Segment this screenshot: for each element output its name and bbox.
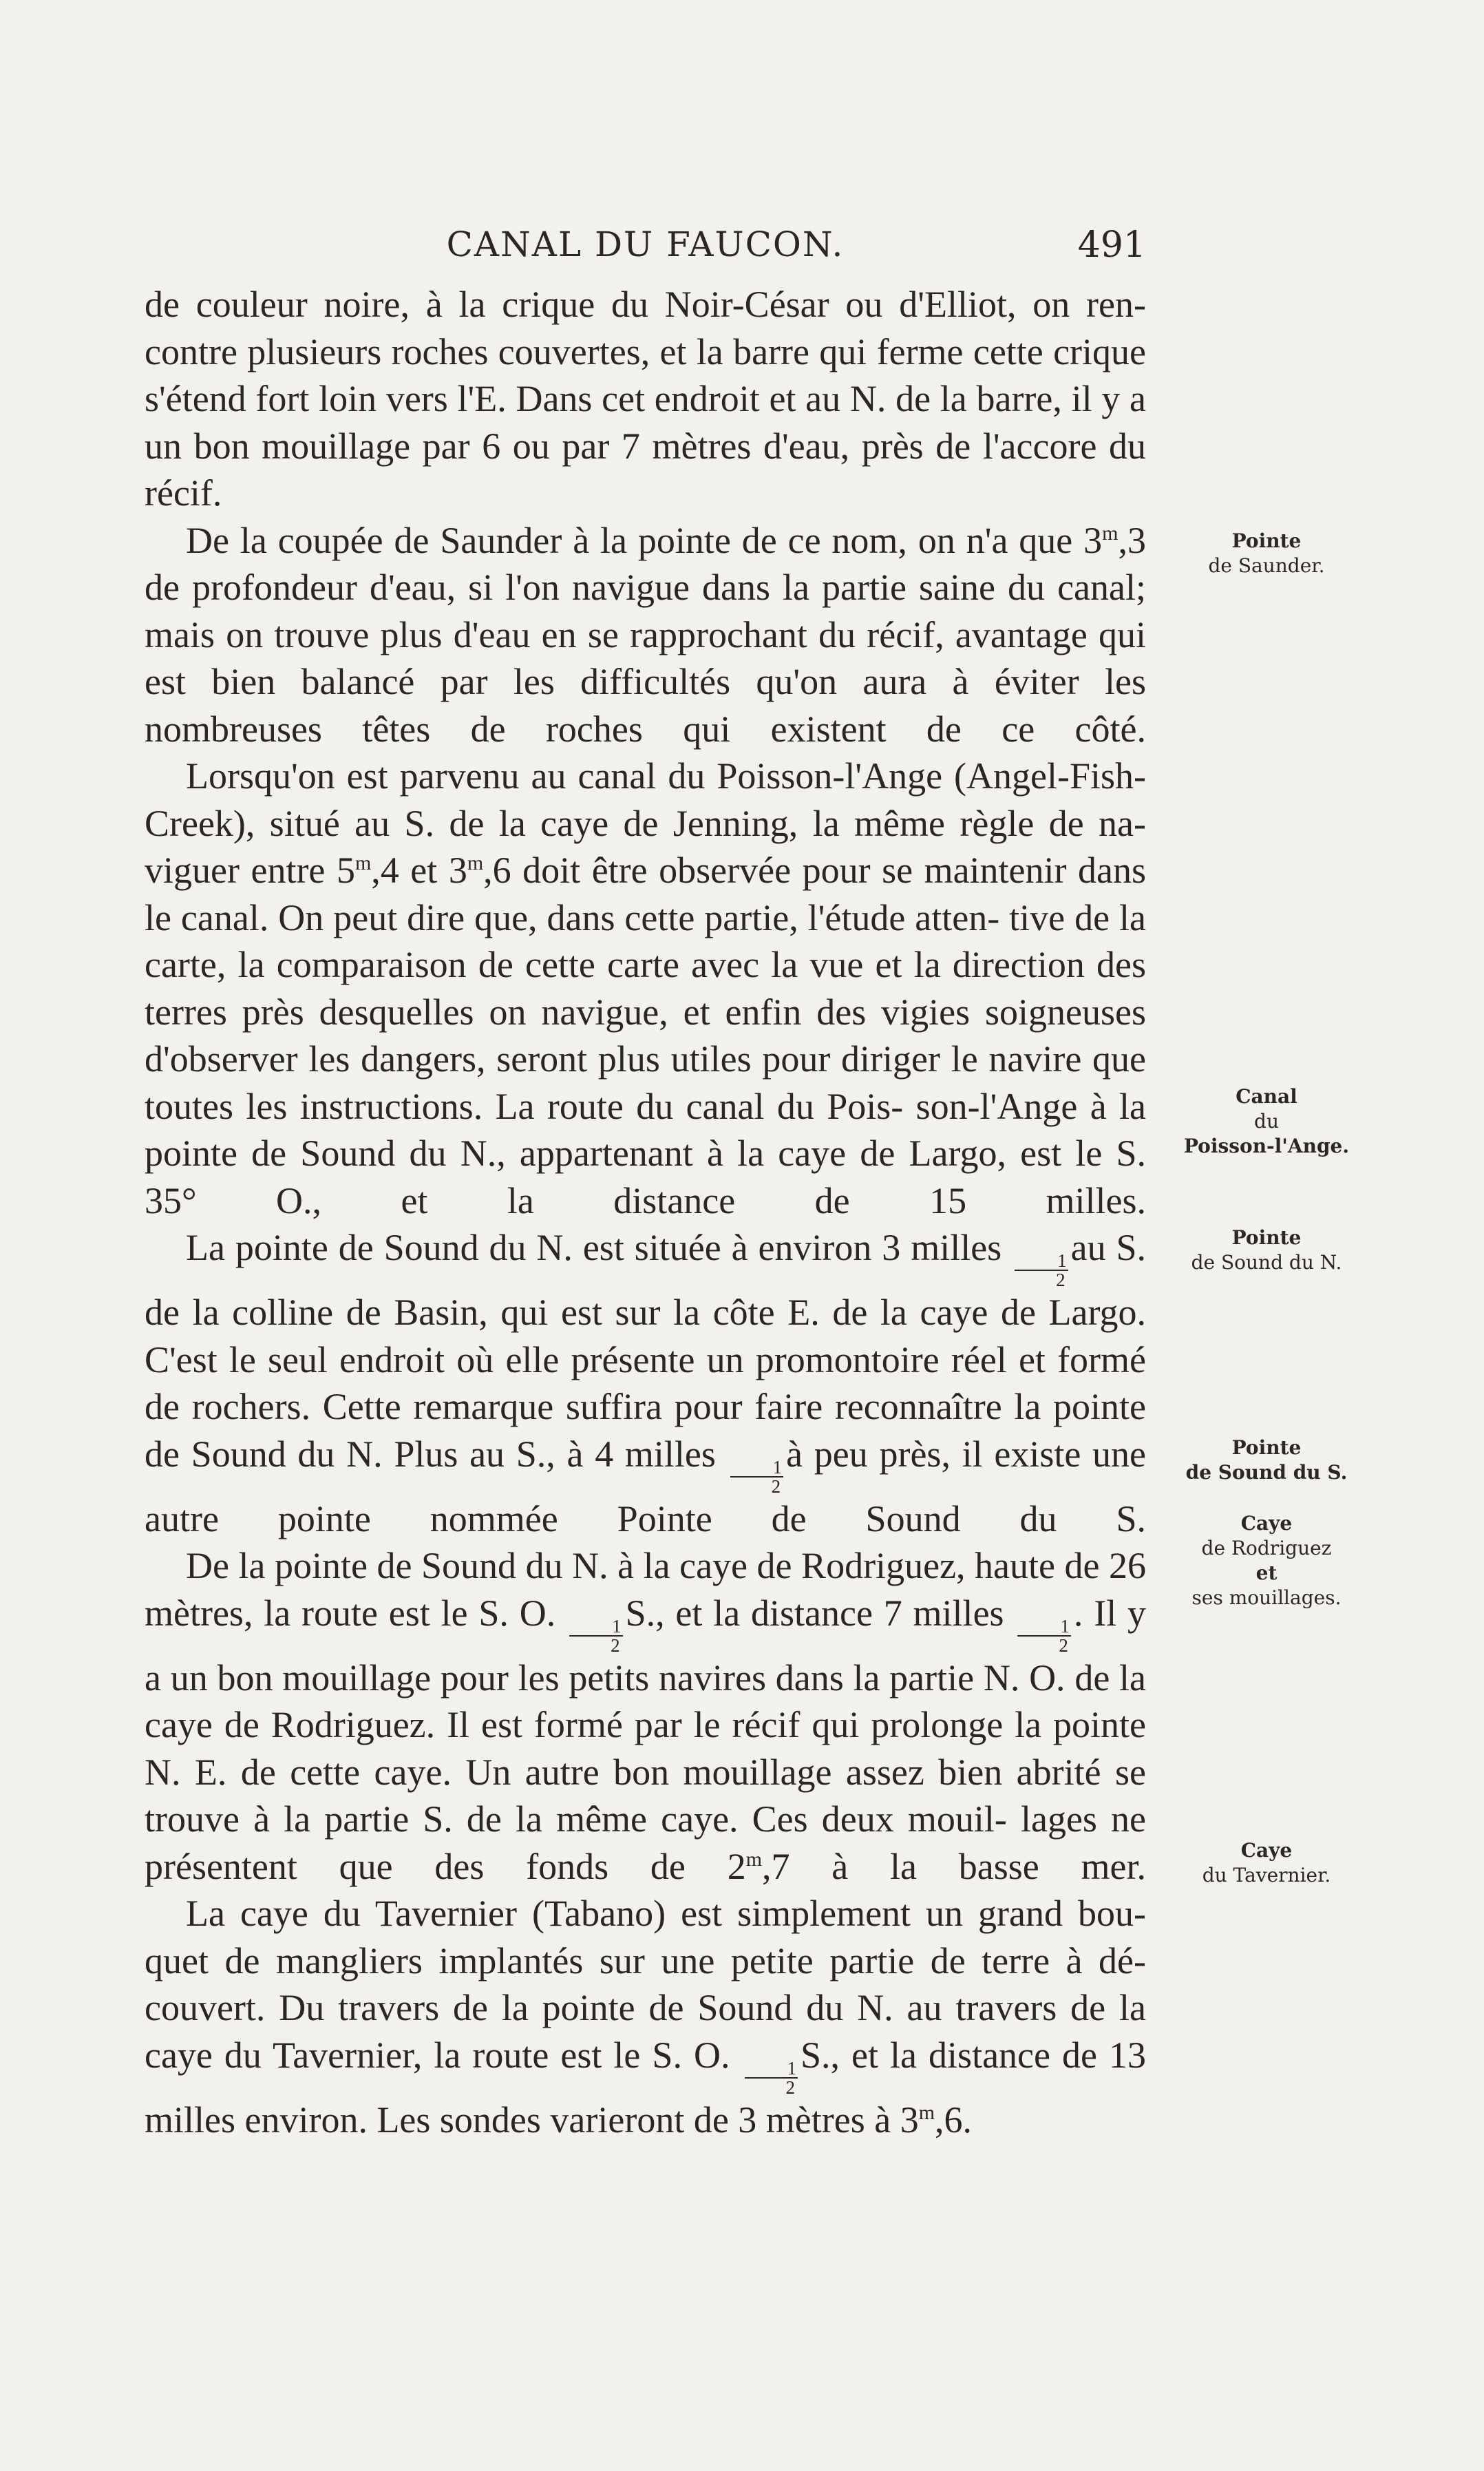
text-line: la colline de Basin, qui est sur la côte E. de la caye de Largo. C'est: [145, 1292, 1146, 1380]
text-line: Largo, est le S. 35° O., et la distance de 15 milles.: [145, 1133, 1147, 1221]
text-line: S., et la distance de 13: [801, 2034, 1146, 2076]
text-line: contre plusieurs roches couvertes, et la barre qui ferme cette: [145, 330, 1043, 372]
fraction-half: $\frac{1}{2}$: [730, 1458, 784, 1495]
text-line: de l'accore du récif.: [145, 425, 1146, 514]
margin-note-pointe-sound-nord: Pointe de Sound du N.: [1191, 1226, 1342, 1274]
paragraph-5: [145, 1542, 1146, 1890]
text-line: au S. de: [145, 1227, 1147, 1333]
text-line: le navire que toutes les instructions. La route du canal du Pois-: [145, 1038, 1146, 1127]
text-line: le seul endroit où elle présente un promontoire réel et formé de: [145, 1338, 1147, 1427]
body-text: [145, 281, 1146, 2143]
text-line: dans le canal. On peut dire que, dans cette partie, l'étude atten-: [145, 850, 1147, 938]
text-line: De la coupée de Saunder à la pointe de ce nom, on n'a que: [186, 519, 1073, 561]
text-line: autre pointe nommée Pointe de Sound du S.: [145, 1497, 1146, 1539]
fraction-half: $\frac{1}{2}$: [569, 1617, 623, 1654]
text-line: couvert. Du travers de la pointe de Sound du N. au travers de la: [145, 1987, 1146, 2028]
text-line: 26 mètres, la route est le S. O.: [145, 1545, 1146, 1634]
text-line: caye du Tavernier, la route est le S. O.: [145, 2034, 730, 2076]
fraction-half: $\frac{1}{2}$: [1015, 1252, 1068, 1289]
depth-value: 3$^m$: [448, 850, 484, 891]
text-line: Creek), situé au S. de la caye de Jenning, la même règle de na-: [145, 802, 1146, 844]
text-line: avantage qui est bien balancé par les difficultés qu'on aura à: [145, 613, 1147, 702]
running-head: [145, 219, 1146, 274]
text-line: y a un bon mouillage pour les petits navires dans la partie N. O.: [145, 1592, 1147, 1699]
text-line: milles environ. Les sondes varieront de 3 mètres à: [145, 2099, 891, 2141]
margin-note-caye-tavernier: Caye du Tavernier.: [1202, 1839, 1331, 1886]
paragraph-1: [145, 281, 1146, 517]
text-line: de couleur noire, à la crique du Noir-César ou d'Elliot, on ren-: [145, 284, 1146, 325]
text-line: . Il: [1073, 1592, 1117, 1634]
paragraph-3: [145, 753, 1146, 1224]
paragraph-4: [145, 1224, 1146, 1542]
text-line: pointe N. E. de cette caye. Un autre bon mouillage assez bien: [145, 1704, 1146, 1793]
text-line: de Sound du N. Plus au S., à 4 milles: [145, 1433, 716, 1475]
paragraph-2: [145, 517, 1146, 753]
text-line: ,6 doit être observée pour se maintenir: [483, 850, 1067, 891]
text-line: quet de mangliers implantés sur une petite partie de terre à dé-: [145, 1939, 1146, 1981]
text-line: soigneuses d'observer les dangers, seront plus utiles pour diriger: [145, 991, 1146, 1080]
text-line: abrité se trouve à la partie S. de la même caye. Ces deux mouil-: [145, 1751, 1146, 1840]
text-line: viguer entre: [145, 850, 326, 891]
text-line: à peu près, il existe une: [786, 1433, 1147, 1475]
text-line: ,6.: [935, 2099, 973, 2141]
text-line: son-l'Ange à la pointe de Sound du N., appartenant à la caye de: [145, 1085, 1147, 1174]
page-number: 491: [1077, 224, 1146, 266]
text-line: La pointe de Sound du N. est située à environ 3 milles: [186, 1227, 1002, 1268]
fraction-half: $\frac{1}{2}$: [745, 2059, 798, 2096]
fraction-half: $\frac{1}{2}$: [1017, 1617, 1071, 1654]
margin-note-caye-rodriguez: Caye de Rodriguez et ses mouillages.: [1191, 1512, 1342, 1609]
text-line: S., et la distance 7 milles: [625, 1592, 1004, 1634]
text-line: barre, il y a un bon mouillage par 6 ou par 7 mètres d'eau, près: [145, 378, 1147, 467]
depth-value: 2$^m$: [727, 1845, 763, 1887]
depth-value: 5$^m$: [336, 850, 372, 891]
margin-note-pointe-sound-sud: Pointe de Sound du S.: [1185, 1436, 1348, 1484]
text-line: crique s'étend fort loin vers l'E. Dans cet endroit et au N. de la: [145, 330, 1147, 419]
text-line: De la pointe de Sound du N. à la caye de Rodriguez, haute de: [186, 1545, 1100, 1586]
depth-value: 3$^m$: [1083, 519, 1119, 561]
margin-note-pointe-saunder: Pointe de Saunder.: [1208, 529, 1325, 577]
page-title: CANAL DU FAUCON.: [446, 224, 845, 264]
text-line: rochers. Cette remarque suffira pour faire reconnaître la pointe: [191, 1386, 1147, 1427]
margin-note-canal-poisson-lange: Canal du Poisson-l'Ange.: [1183, 1085, 1350, 1157]
text-line: du canal; mais on trouve plus d'eau en se rapprochant du récif,: [145, 567, 1146, 655]
text-line: direction des terres près desquelles on navigue, et enfin des vigies: [145, 944, 1146, 1033]
text-line: ,4 et: [371, 850, 438, 891]
text-line: tive de la carte, la comparaison de cette carte avec la vue et la: [145, 896, 1146, 985]
text-line: ,7 à la basse mer.: [762, 1845, 1146, 1887]
text-line: lages ne présentent que des fonds de: [145, 1798, 1147, 1887]
depth-value: 3$^m$: [900, 2099, 935, 2141]
paragraph-6: [145, 1890, 1146, 2143]
text-line: de la caye de Rodriguez. Il est formé par le récif qui prolonge la: [145, 1657, 1146, 1745]
text-line: Lorsqu'on est parvenu au canal du Poisson-l'Ange (Angel-Fish-: [186, 755, 1146, 797]
text-line: La caye du Tavernier (Tabano) est simplement un grand bou-: [186, 1893, 1146, 1934]
text-line: ,3 de profondeur d'eau, si l'on navigue dans la partie saine: [145, 519, 1146, 608]
text-line: éviter les nombreuses têtes de roches qui existent de ce côté.: [145, 661, 1146, 750]
